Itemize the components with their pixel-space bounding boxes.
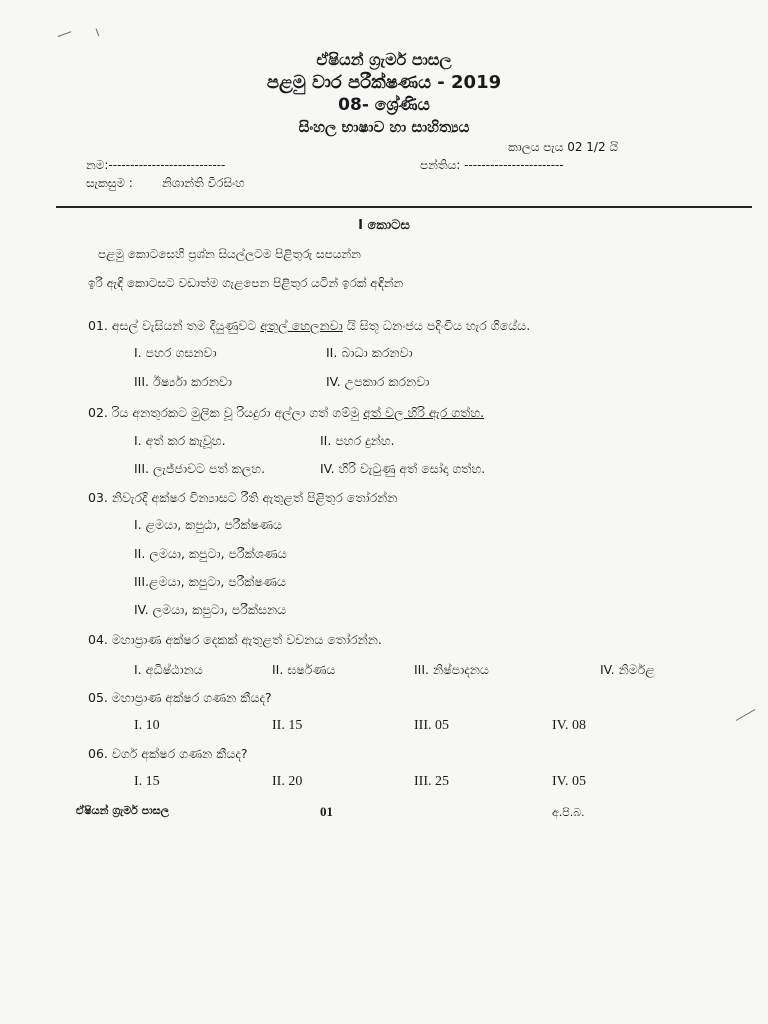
option: I. අත් කර කැවූහ. <box>134 433 226 448</box>
underlined-phrase: අත් වල හිරි ඇර ගත්හ. <box>363 405 485 420</box>
option: IV. ලමයා, කපුටා, පරීක්සනය <box>134 602 287 617</box>
scan-mark <box>96 28 100 36</box>
footer-school: ඒෂියන් ග්‍රැමර් පාසල <box>76 804 170 817</box>
option: I. පහර ගසනවා <box>134 345 217 360</box>
option: II. 20 <box>272 774 303 789</box>
question-text: 01. අසල් වැසියන් තම දියුණුවට <box>88 318 261 333</box>
subject-title: සිංහල භාෂාව හා සාහිත්‍යය <box>298 118 470 136</box>
option: III. නිෂ්පාදනය <box>414 662 489 677</box>
class-field: පන්තිය: ----------------------- <box>420 158 564 172</box>
option: III. ලැජ්ජාවට පත් කලහ. <box>134 461 266 476</box>
option: I. 10 <box>134 718 160 733</box>
option: III. ඊර්ෂ්‍යා කරනවා <box>134 374 232 389</box>
page-number: 01 <box>320 804 333 819</box>
option: III. 25 <box>414 774 449 789</box>
question-6: 06. වර්ග අක්ෂර ගණන කීයද? <box>88 746 248 761</box>
option: II. පහර දුන්හ. <box>320 433 395 448</box>
question-4: 04. මහාප්‍රාණ අක්ෂර දෙකක් ඇතුළත් වචනය තෝරන්න. <box>88 632 382 647</box>
option: I. 15 <box>134 774 160 789</box>
instruction-2: ඉරි ඇඳි කොටසට වඩාත්ම ගැළපෙන පිළිතුර යටින් ඉරක් අඳින්න <box>88 276 404 290</box>
prepared-by-name: නිශාන්ති වීරසිංහ <box>162 176 245 190</box>
question-1 <box>88 318 530 334</box>
underlined-phrase: අතුල් හෙලනවා <box>260 318 343 333</box>
option: III. 05 <box>414 718 449 733</box>
option: IV. 08 <box>552 718 586 733</box>
grade-title: 08- ශ්‍රේණිය <box>338 95 430 115</box>
scan-mark <box>736 709 756 721</box>
question-3: 03. නිවැරදි අක්ෂර වින්‍යාසට රීති ඇතුළත් පිළිතුර තෝරන්න <box>88 490 398 505</box>
instruction-1: පළමු කොටසෙහි ප්‍රශ්න සියල්ලටම පිළිතුරු සපයන්න <box>98 247 361 261</box>
option: II. ඝර්ෂණය <box>272 662 336 677</box>
scan-mark <box>58 31 71 37</box>
time-allowed: කාලය පැය 02 1/2 යි <box>508 140 619 154</box>
option: II. බාධා කරනවා <box>326 345 413 360</box>
option: IV. හිරි වැටුණු අත් සෝදා ගත්හ. <box>320 461 486 476</box>
question-5: 05. මහාප්‍රාණ අක්ෂර ගණන කීයද? <box>88 690 272 705</box>
option: IV. නිර්මළ <box>600 662 655 677</box>
header-divider <box>56 206 752 208</box>
option: II. 15 <box>272 718 303 733</box>
option: I. ළමයා, කපුඨා, පරීක්ෂණය <box>134 517 282 532</box>
option: IV. උපකාර කරනවා <box>326 374 430 389</box>
school-name: ඒෂියන් ග්‍රැමර් පාසල <box>316 50 452 69</box>
question-text: යි සිතූ ධනංජය පදිංචිය හැර ගියේය. <box>342 318 531 333</box>
option: I. අධිෂ්ඨානය <box>134 662 203 677</box>
prepared-by-label: සැකසුම : <box>86 176 133 190</box>
option: IV. 05 <box>552 774 586 789</box>
section-title: I කොටස <box>358 218 410 233</box>
option: II. ලමයා, කපුටා, පරීක්ශණය <box>134 546 287 561</box>
question-text: 02. රිය අනතුරකට මුලික වූ රියදුරා අල්ලා ගත් ගම්මු <box>88 405 364 420</box>
name-field: නම:--------------------------- <box>86 158 226 172</box>
option: III.ළමයා, කපුටා, පරීක්ෂණය <box>134 574 286 589</box>
exam-title: පළමු වාර පරීක්ෂණය - 2019 <box>266 72 502 93</box>
question-2 <box>88 405 484 421</box>
footer-code: අ.පි.බ. <box>552 806 585 819</box>
